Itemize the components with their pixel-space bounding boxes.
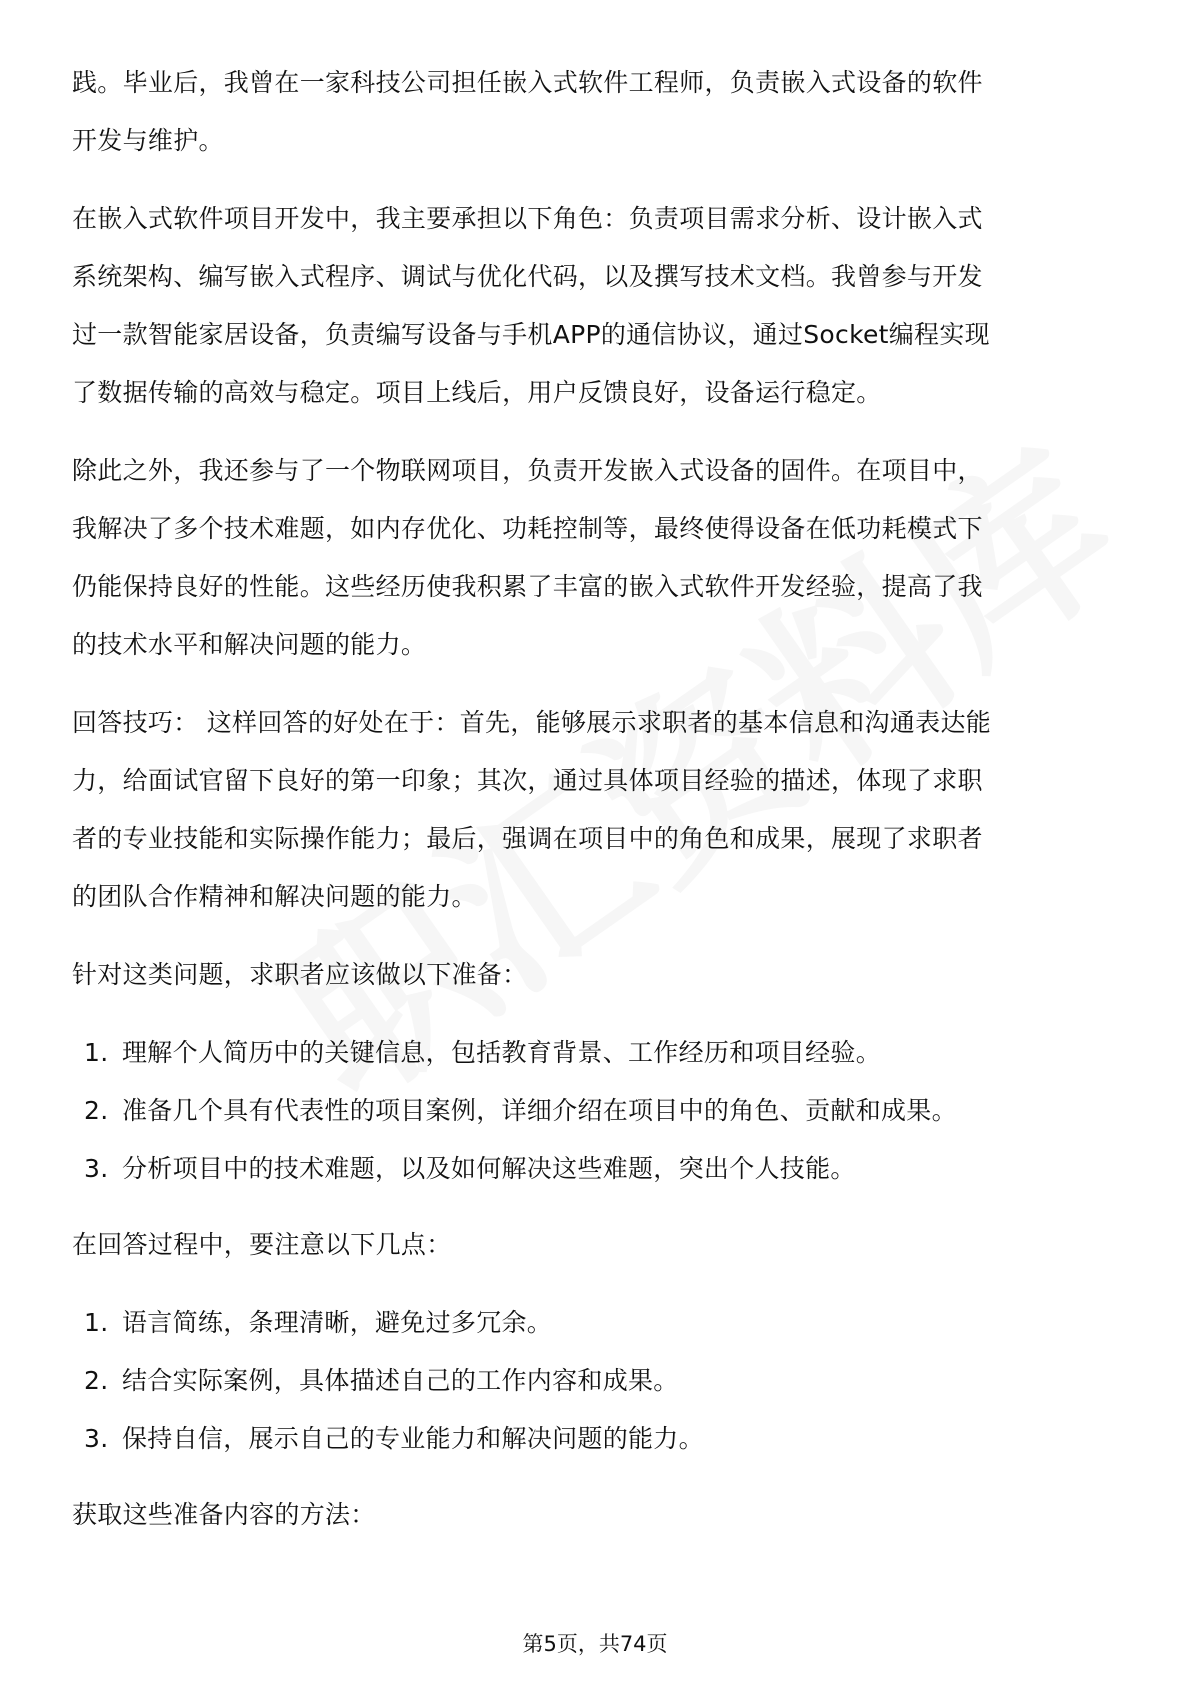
text-line: 获取这些准备内容的方法： [72,1500,376,1529]
paragraph-closing-heading [72,1486,1122,1544]
list-item-text: 分析项目中的技术难题，以及如何解决这些难题，突出个人技能。 [122,1154,856,1183]
list-item [84,1294,1122,1352]
list-item [84,1352,1122,1410]
text-line: 力，给面试官留下良好的第一印象；其次，通过具体项目经验的描述，体现了求职 [72,766,983,795]
paragraph-iot [72,442,1122,674]
text-line: 开发与维护。 [72,126,224,155]
list-item [84,1024,1122,1082]
paragraph-intro [72,54,1122,170]
paragraph-prep-heading [72,946,1122,1004]
text-line: 过一款智能家居设备，负责编写设备与手机APP的通信协议，通过Socket编程实现 [72,320,990,349]
text-line: 者的专业技能和实际操作能力；最后，强调在项目中的角色和成果，展现了求职者 [72,824,983,853]
list-item [84,1140,1122,1198]
list-item-text: 理解个人简历中的关键信息，包括教育背景、工作经历和项目经验。 [122,1038,882,1067]
text-line: 了数据传输的高效与稳定。项目上线后，用户反馈良好，设备运行稳定。 [72,378,882,407]
list-item [84,1082,1122,1140]
list-item-text: 准备几个具有代表性的项目案例，详细介绍在项目中的角色、贡献和成果。 [122,1096,957,1125]
list-item [84,1410,1122,1468]
text-line: 仍能保持良好的性能。这些经历使我积累了丰富的嵌入式软件开发经验，提高了我 [72,572,983,601]
list-item-text: 结合实际案例，具体描述自己的工作内容和成果。 [122,1366,679,1395]
text-line: 我解决了多个技术难题，如内存优化、功耗控制等，最终使得设备在低功耗模式下 [72,514,983,543]
page-footer [0,1628,1190,1658]
list-number: 3. [84,1424,109,1453]
list-number: 1. [84,1308,109,1337]
list-number: 2. [84,1096,109,1125]
paragraph-tips [72,694,1122,926]
text-line: 回答技巧： 这样回答的好处在于：首先，能够展示求职者的基本信息和沟通表达能 [72,708,992,737]
text-line: 践。毕业后，我曾在一家科技公司担任嵌入式软件工程师，负责嵌入式设备的软件 [72,68,983,97]
text-line: 针对这类问题，求职者应该做以下准备： [72,960,528,989]
list-number: 3. [84,1154,109,1183]
attention-list [72,1294,1122,1468]
text-line: 系统架构、编写嵌入式程序、调试与优化代码，以及撰写技术文档。我曾参与开发 [72,262,983,291]
page-number: 第5页，共74页 [522,1632,668,1656]
prep-list [72,1024,1122,1198]
list-item-text: 保持自信，展示自己的专业能力和解决问题的能力。 [122,1424,704,1453]
list-item-text: 语言简练，条理清晰，避免过多冗余。 [122,1308,553,1337]
list-number: 1. [84,1038,109,1067]
text-line: 除此之外，我还参与了一个物联网项目，负责开发嵌入式设备的固件。在项目中， [72,456,983,485]
list-number: 2. [84,1366,109,1395]
text-line: 的技术水平和解决问题的能力。 [72,630,427,659]
text-line: 在回答过程中，要注意以下几点： [72,1230,452,1259]
document-body [72,54,1122,1564]
text-line: 的团队合作精神和解决问题的能力。 [72,882,477,911]
paragraph-role [72,190,1122,422]
paragraph-attention-heading [72,1216,1122,1274]
text-line: 在嵌入式软件项目开发中，我主要承担以下角色：负责项目需求分析、设计嵌入式 [72,204,983,233]
